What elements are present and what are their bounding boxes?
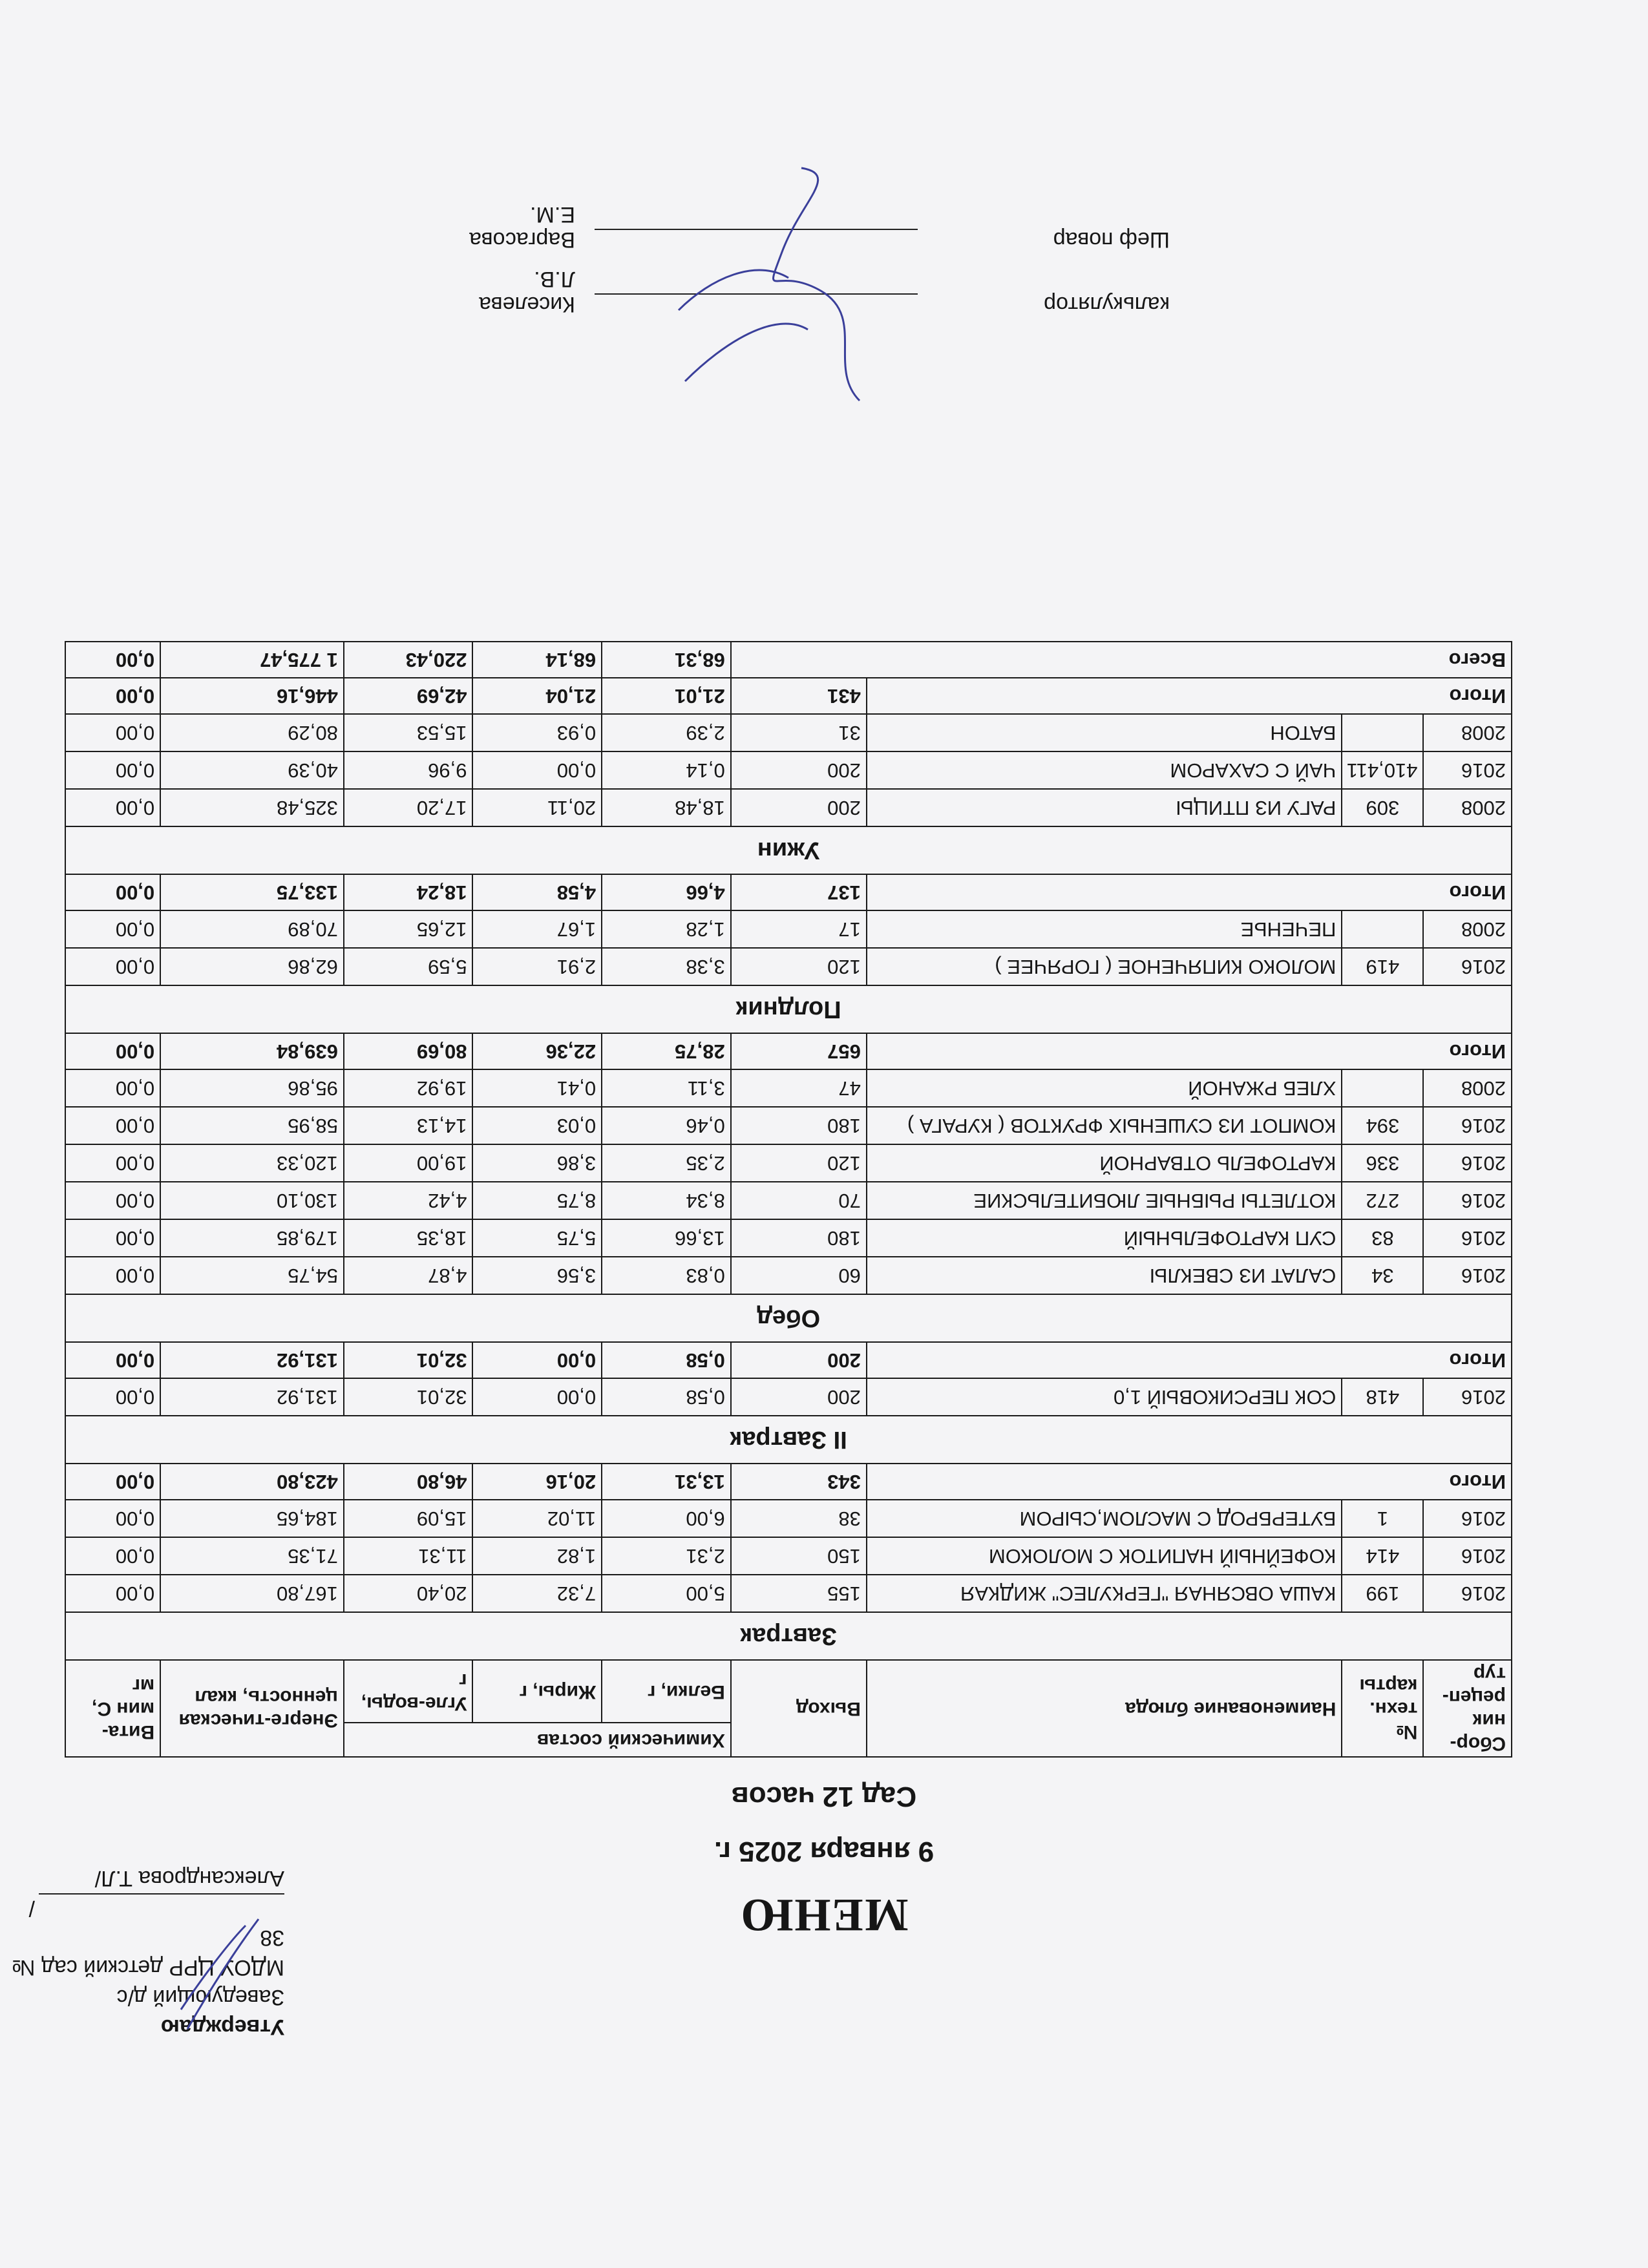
- menu-table: [65, 641, 1512, 1758]
- cell-dish: МОЛОКО КИПЯЧЕНОЕ ( ГОРЯЧЕЕ ): [867, 948, 1342, 985]
- cell-coll: 2016: [1423, 1107, 1512, 1144]
- cell-coll: 2016: [1423, 1182, 1512, 1219]
- total-e: 423,80: [160, 1464, 344, 1500]
- cell-coll: 2008: [1423, 714, 1512, 751]
- total-p: 13,31: [602, 1464, 731, 1500]
- cell-card: 309: [1342, 789, 1423, 826]
- cell-dish: ХЛЕБ РЖАНОЙ: [867, 1069, 1342, 1107]
- document-group: Сад 12 часов: [731, 1781, 917, 1812]
- cell-card: 410,411: [1342, 751, 1423, 789]
- cell-f: 20,11: [473, 789, 602, 826]
- section-header-row: [65, 985, 1512, 1033]
- cell-e: 71,35: [160, 1537, 344, 1575]
- cell-e: 131,92: [160, 1378, 344, 1416]
- table-row: [65, 948, 1512, 985]
- cell-dish: БУТЕРБРОД С МАСЛОМ,СЫРОМ: [867, 1500, 1342, 1537]
- cell-f: 0,00: [473, 1378, 602, 1416]
- cell-coll: 2016: [1423, 1144, 1512, 1182]
- cell-card: 34: [1342, 1257, 1423, 1294]
- table-row: [65, 910, 1512, 948]
- cell-p: 0,58: [602, 1378, 731, 1416]
- section-header-row: [65, 826, 1512, 874]
- signature-name: Варгасова Е.М.: [469, 202, 575, 252]
- cell-p: 0,46: [602, 1107, 731, 1144]
- cell-p: 2,35: [602, 1144, 731, 1182]
- table-row: [65, 751, 1512, 789]
- cell-e: 80,29: [160, 714, 344, 751]
- cell-p: 6,00: [602, 1500, 731, 1537]
- document-title: МЕНЮ: [739, 1889, 909, 1941]
- cell-coll: 2008: [1423, 789, 1512, 826]
- cell-coll: 2008: [1423, 910, 1512, 948]
- menu-table-body: [65, 642, 1512, 1660]
- cell-dish: КАРТОФЕЛЬ ОТВАРНОЙ: [867, 1144, 1342, 1182]
- cell-v: 0,00: [65, 1537, 160, 1575]
- total-yield: 200: [731, 1342, 867, 1378]
- cell-v: 0,00: [65, 1144, 160, 1182]
- cell-c: 11,31: [344, 1537, 473, 1575]
- cell-v: 0,00: [65, 1257, 160, 1294]
- cell-c: 19,92: [344, 1069, 473, 1107]
- approval-organization: МДОУ ЦРР детский сад № 38: [12, 1926, 284, 1980]
- cell-f: 0,41: [473, 1069, 602, 1107]
- cell-f: 0,00: [473, 751, 602, 789]
- cell-p: 8,34: [602, 1182, 731, 1219]
- cell-v: 0,00: [65, 910, 160, 948]
- cell-c: 9,96: [344, 751, 473, 789]
- cell-c: 17,20: [344, 789, 473, 826]
- cell-yield: 17: [731, 910, 867, 948]
- total-p: 21,01: [602, 678, 731, 714]
- cell-p: 3,11: [602, 1069, 731, 1107]
- cell-card: 272: [1342, 1182, 1423, 1219]
- cell-v: 0,00: [65, 1378, 160, 1416]
- total-label: Итого: [867, 678, 1512, 714]
- total-f: 20,16: [473, 1464, 602, 1500]
- cell-yield: 70: [731, 1182, 867, 1219]
- grand-total-c: 220,43: [344, 642, 473, 678]
- total-c: 42,69: [344, 678, 473, 714]
- cell-e: 54,75: [160, 1257, 344, 1294]
- total-p: 28,75: [602, 1033, 731, 1069]
- cell-coll: 2016: [1423, 1257, 1512, 1294]
- cell-e: 95,86: [160, 1069, 344, 1107]
- signature-role: Шеф повар: [1053, 227, 1170, 252]
- total-label: Итого: [867, 1464, 1512, 1500]
- total-e: 131,92: [160, 1342, 344, 1378]
- header-dish: Наименование блюда: [867, 1660, 1342, 1757]
- cell-f: 0,93: [473, 714, 602, 751]
- cell-coll: 2016: [1423, 1219, 1512, 1257]
- section-total-row: [65, 1464, 1512, 1500]
- header-yield: Выход: [731, 1660, 867, 1757]
- grand-total-f: 68,14: [473, 642, 602, 678]
- cell-yield: 120: [731, 1144, 867, 1182]
- cell-c: 18,35: [344, 1219, 473, 1257]
- header-vitamin: Вита-мин С, мг: [65, 1660, 160, 1757]
- cell-dish: РАГУ ИЗ ПТИЦЫ: [867, 789, 1342, 826]
- cell-dish: СОК ПЕРСИКОВЫЙ 1,0: [867, 1378, 1342, 1416]
- cell-yield: 150: [731, 1537, 867, 1575]
- total-label: Итого: [867, 874, 1512, 910]
- section-total-row: [65, 874, 1512, 910]
- cell-coll: 2016: [1423, 751, 1512, 789]
- section-header-row: [65, 1612, 1512, 1660]
- cell-coll: 2016: [1423, 1500, 1512, 1537]
- table-row: [65, 1182, 1512, 1219]
- total-v: 0,00: [65, 678, 160, 714]
- cell-yield: 60: [731, 1257, 867, 1294]
- cell-yield: 31: [731, 714, 867, 751]
- approval-position: Заведующий д/с: [116, 1985, 284, 2010]
- total-c: 80,69: [344, 1033, 473, 1069]
- table-row: [65, 1575, 1512, 1612]
- cell-f: 0,03: [473, 1107, 602, 1144]
- cell-dish: БАТОН: [867, 714, 1342, 751]
- grand-total-p: 68,31: [602, 642, 731, 678]
- cell-yield: 200: [731, 751, 867, 789]
- total-c: 46,80: [344, 1464, 473, 1500]
- cell-e: 184,65: [160, 1500, 344, 1537]
- cell-card: 418: [1342, 1378, 1423, 1416]
- cell-c: 32,01: [344, 1378, 473, 1416]
- cell-dish: КОМПОТ ИЗ СУШЕНЫХ ФРУКТОВ ( КУРАГА ): [867, 1107, 1342, 1144]
- table-row: [65, 1069, 1512, 1107]
- cell-coll: 2016: [1423, 1575, 1512, 1612]
- total-v: 0,00: [65, 1464, 160, 1500]
- cell-p: 2,39: [602, 714, 731, 751]
- total-yield: 343: [731, 1464, 867, 1500]
- header-protein: Белки, г: [602, 1660, 731, 1723]
- cell-e: 58,95: [160, 1107, 344, 1144]
- total-yield: 137: [731, 874, 867, 910]
- cell-yield: 38: [731, 1500, 867, 1537]
- cell-e: 70,89: [160, 910, 344, 948]
- section-total-row: [65, 1033, 1512, 1069]
- section-title: Ужин: [65, 826, 1512, 874]
- table-row: [65, 1378, 1512, 1416]
- cell-c: 19,00: [344, 1144, 473, 1182]
- cell-p: 18,48: [602, 789, 731, 826]
- cell-e: 325,48: [160, 789, 344, 826]
- total-e: 133,75: [160, 874, 344, 910]
- table-row: [65, 789, 1512, 826]
- grand-total-row: [65, 642, 1512, 678]
- cell-v: 0,00: [65, 1219, 160, 1257]
- cell-card: 336: [1342, 1144, 1423, 1182]
- cell-yield: 200: [731, 1378, 867, 1416]
- cell-p: 2,31: [602, 1537, 731, 1575]
- cell-card: 199: [1342, 1575, 1423, 1612]
- total-v: 0,00: [65, 1342, 160, 1378]
- cell-yield: 47: [731, 1069, 867, 1107]
- total-p: 4,66: [602, 874, 731, 910]
- total-yield: 431: [731, 678, 867, 714]
- signature-name: Киселева Л.В.: [479, 267, 575, 317]
- cell-dish: САЛАТ ИЗ СВЕКЛЫ: [867, 1257, 1342, 1294]
- cell-f: 1,67: [473, 910, 602, 948]
- table-row: [65, 1537, 1512, 1575]
- header-fat: Жиры, г: [473, 1660, 602, 1723]
- table-row: [65, 1257, 1512, 1294]
- cell-card: 83: [1342, 1219, 1423, 1257]
- cell-p: 1,28: [602, 910, 731, 948]
- cell-p: 3,38: [602, 948, 731, 985]
- cell-e: 62,86: [160, 948, 344, 985]
- cell-c: 14,13: [344, 1107, 473, 1144]
- cell-card: 394: [1342, 1107, 1423, 1144]
- header-carb: Угле-воды, г: [344, 1660, 473, 1723]
- cell-v: 0,00: [65, 1107, 160, 1144]
- cell-dish: КОФЕЙНЫЙ НАПИТОК С МОЛОКОМ: [867, 1537, 1342, 1575]
- total-f: 4,58: [473, 874, 602, 910]
- table-header-row: [65, 1723, 1512, 1758]
- table-row: [65, 714, 1512, 751]
- cell-p: 0,83: [602, 1257, 731, 1294]
- cell-f: 8,75: [473, 1182, 602, 1219]
- table-row: [65, 1144, 1512, 1182]
- section-total-row: [65, 678, 1512, 714]
- cell-e: 179,85: [160, 1219, 344, 1257]
- cell-v: 0,00: [65, 1069, 160, 1107]
- header-collection: Сбор-ник рецеп-тур: [1423, 1660, 1512, 1757]
- cell-e: 120,33: [160, 1144, 344, 1182]
- cell-coll: 2008: [1423, 1069, 1512, 1107]
- cell-p: 13,66: [602, 1219, 731, 1257]
- cell-v: 0,00: [65, 948, 160, 985]
- cell-v: 0,00: [65, 789, 160, 826]
- total-e: 639,84: [160, 1033, 344, 1069]
- cell-f: 2,91: [473, 948, 602, 985]
- grand-total-label: Всего: [731, 642, 1512, 678]
- section-title: Завтрак: [65, 1612, 1512, 1660]
- total-v: 0,00: [65, 1033, 160, 1069]
- cell-c: 15,53: [344, 714, 473, 751]
- cell-c: 20,40: [344, 1575, 473, 1612]
- header-card: № техн. карты: [1342, 1660, 1423, 1757]
- cell-e: 167,80: [160, 1575, 344, 1612]
- grand-total-e: 1 775,47: [160, 642, 344, 678]
- cell-card: [1342, 910, 1423, 948]
- cell-v: 0,00: [65, 751, 160, 789]
- total-v: 0,00: [65, 874, 160, 910]
- total-label: Итого: [867, 1033, 1512, 1069]
- cell-v: 0,00: [65, 1500, 160, 1537]
- total-c: 18,24: [344, 874, 473, 910]
- document-date: 9 января 2025 г.: [713, 1836, 935, 1867]
- cell-c: 12,65: [344, 910, 473, 948]
- cell-v: 0,00: [65, 714, 160, 751]
- cell-c: 5,59: [344, 948, 473, 985]
- table-row: [65, 1219, 1512, 1257]
- cell-yield: 155: [731, 1575, 867, 1612]
- header-energy: Энерге-тическая ценность, ккал: [160, 1660, 344, 1757]
- cell-yield: 120: [731, 948, 867, 985]
- total-label: Итого: [867, 1342, 1512, 1378]
- total-e: 446,16: [160, 678, 344, 714]
- section-header-row: [65, 1294, 1512, 1342]
- section-header-row: [65, 1416, 1512, 1464]
- cell-c: 4,87: [344, 1257, 473, 1294]
- cell-coll: 2016: [1423, 1378, 1512, 1416]
- cell-f: 7,32: [473, 1575, 602, 1612]
- cell-yield: 180: [731, 1219, 867, 1257]
- section-title: Обед: [65, 1294, 1512, 1342]
- table-row: [65, 1500, 1512, 1537]
- cell-dish: ЧАЙ С САХАРОМ: [867, 751, 1342, 789]
- cell-dish: ПЕЧЕНЬЕ: [867, 910, 1342, 948]
- cell-f: 3,86: [473, 1144, 602, 1182]
- total-c: 32,01: [344, 1342, 473, 1378]
- cell-dish: СУП КАРТОФЕЛЬНЫЙ: [867, 1219, 1342, 1257]
- cell-f: 1,82: [473, 1537, 602, 1575]
- cell-card: [1342, 714, 1423, 751]
- table-row: [65, 1107, 1512, 1144]
- cell-card: 414: [1342, 1537, 1423, 1575]
- chef-signature-scribble: [666, 162, 879, 407]
- approval-name: /Александрова Т.Л/: [28, 1866, 284, 1920]
- cell-card: 1: [1342, 1500, 1423, 1537]
- section-title: II Завтрак: [65, 1416, 1512, 1464]
- total-f: 0,00: [473, 1342, 602, 1378]
- cell-yield: 180: [731, 1107, 867, 1144]
- cell-v: 0,00: [65, 1575, 160, 1612]
- signature-role: калькулятор: [1044, 292, 1170, 317]
- cell-v: 0,00: [65, 1182, 160, 1219]
- total-p: 0,58: [602, 1342, 731, 1378]
- total-f: 21,04: [473, 678, 602, 714]
- grand-total-v: 0,00: [65, 642, 160, 678]
- cell-p: 5,00: [602, 1575, 731, 1612]
- cell-yield: 200: [731, 789, 867, 826]
- cell-f: 5,75: [473, 1219, 602, 1257]
- cell-dish: КАША ОВСЯНАЯ "ГЕРКУЛЕС" ЖИДКАЯ: [867, 1575, 1342, 1612]
- section-title: Полдник: [65, 985, 1512, 1033]
- cell-e: 130,10: [160, 1182, 344, 1219]
- cell-card: 419: [1342, 948, 1423, 985]
- total-yield: 657: [731, 1033, 867, 1069]
- cell-f: 11,02: [473, 1500, 602, 1537]
- cell-e: 40,39: [160, 751, 344, 789]
- cell-c: 4,42: [344, 1182, 473, 1219]
- approval-title: Утверждаю: [160, 2015, 284, 2039]
- cell-card: [1342, 1069, 1423, 1107]
- cell-f: 3,56: [473, 1257, 602, 1294]
- total-f: 22,36: [473, 1033, 602, 1069]
- header-chemical: Химический состав: [344, 1723, 731, 1758]
- cell-dish: КОТЛЕТЫ РЫБНЫЕ ЛЮБИТЕЛЬСКИЕ: [867, 1182, 1342, 1219]
- section-total-row: [65, 1342, 1512, 1378]
- cell-c: 15,09: [344, 1500, 473, 1537]
- cell-p: 0,14: [602, 751, 731, 789]
- cell-coll: 2016: [1423, 948, 1512, 985]
- cell-coll: 2016: [1423, 1537, 1512, 1575]
